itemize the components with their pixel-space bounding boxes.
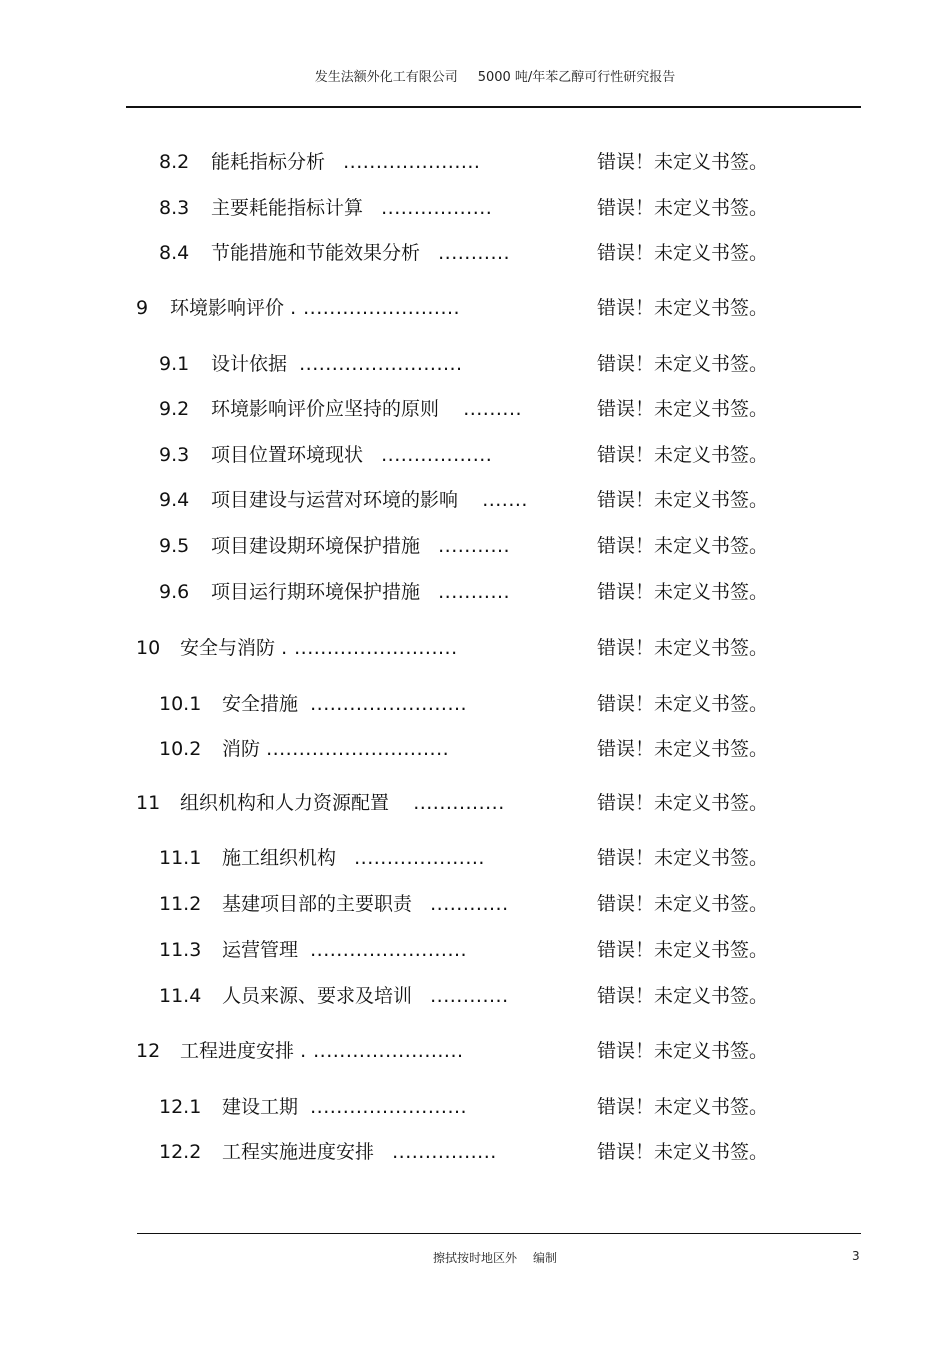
toc-entry-status: 错误！未定义书签。 [597, 1141, 769, 1163]
toc-chapter-title: 安全与消防 . ......................... [180, 637, 458, 659]
toc-entry-number: 10.1 [159, 693, 202, 715]
toc-entry-title: 节能措施和节能效果分析 ........... [211, 242, 511, 264]
toc-entry-title: 项目位置环境现状 ................. [211, 444, 493, 466]
toc-entry-number: 9.1 [159, 353, 190, 375]
page-number: 3 [852, 1249, 860, 1263]
toc-entry[interactable] [0, 735, 950, 763]
toc-entry-status: 错误！未定义书签。 [597, 297, 769, 319]
toc-entry-status: 错误！未定义书签。 [597, 939, 769, 961]
footer-divider [137, 1233, 861, 1234]
toc-entry-title: 设计依据 ......................... [211, 353, 463, 375]
toc-entry-title: 人员来源、要求及培训 ............ [222, 985, 509, 1007]
header-company: 发生法额外化工有限公司 [314, 70, 458, 85]
toc-entry-title: 工程实施进度安排 ................ [222, 1141, 497, 1163]
toc-entry[interactable] [0, 194, 950, 222]
toc-entry-title: 消防 ............................ [222, 738, 450, 760]
toc-entry-number: 9.6 [159, 581, 190, 603]
toc-entry-title: 建设工期 ........................ [222, 1096, 468, 1118]
toc-entry-status: 错误！未定义书签。 [597, 151, 769, 173]
toc-entry-status: 错误！未定义书签。 [597, 242, 769, 264]
toc-entry[interactable] [0, 936, 950, 964]
toc-entry-status: 错误！未定义书签。 [597, 398, 769, 420]
toc-entry[interactable] [0, 690, 950, 718]
toc-entry-number: 9.4 [159, 489, 190, 511]
toc-entry[interactable] [0, 1138, 950, 1166]
toc-entry-title: 运营管理 ........................ [222, 939, 468, 961]
footer-label: 编制 [533, 1251, 558, 1265]
toc-entry-title: 安全措施 ........................ [222, 693, 468, 715]
header-report-title: 5000 吨/年苯乙醇可行性研究报告 [477, 70, 676, 85]
toc-chapter-number: 9 [136, 297, 149, 319]
toc-entry-number: 11.2 [159, 893, 202, 915]
toc-entry-number: 11.3 [159, 939, 202, 961]
toc-entry-number: 9.3 [159, 444, 190, 466]
toc-entry-title: 施工组织机构 .................... [222, 847, 485, 869]
toc-entry-status: 错误！未定义书签。 [597, 1096, 769, 1118]
toc-chapter-number: 12 [136, 1040, 161, 1062]
toc-chapter-number: 10 [136, 637, 161, 659]
footer-author: 擦拭按时地区外 [432, 1251, 517, 1265]
toc-entry[interactable] [0, 890, 950, 918]
toc-entry-status: 错误！未定义书签。 [597, 1040, 769, 1062]
toc-entry-title: 主要耗能指标计算 ................. [211, 197, 493, 219]
toc-entry[interactable] [0, 239, 950, 267]
toc-entry[interactable] [0, 1093, 950, 1121]
toc-entry-number: 10.2 [159, 738, 202, 760]
toc-entry-status: 错误！未定义书签。 [597, 197, 769, 219]
toc-entry[interactable] [0, 441, 950, 469]
toc-entry[interactable] [0, 148, 950, 176]
toc-entry-status: 错误！未定义书签。 [597, 693, 769, 715]
toc-entry-status: 错误！未定义书签。 [597, 738, 769, 760]
toc-entry-status: 错误！未定义书签。 [597, 353, 769, 375]
toc-entry-number: 12.2 [159, 1141, 202, 1163]
toc-chapter-title: 组织机构和人力资源配置 .............. [180, 792, 505, 814]
toc-entry[interactable] [0, 982, 950, 1010]
toc-entry-status: 错误！未定义书签。 [597, 489, 769, 511]
toc-entry-number: 8.3 [159, 197, 190, 219]
toc-entry-status: 错误！未定义书签。 [597, 444, 769, 466]
toc-entry[interactable] [0, 532, 950, 560]
toc-entry-number: 12.1 [159, 1096, 202, 1118]
toc-entry-number: 8.2 [159, 151, 190, 173]
toc-entry-title: 项目建设与运营对环境的影响 ....... [211, 489, 528, 511]
toc-entry-number: 11.4 [159, 985, 202, 1007]
toc-entry-title: 能耗指标分析 ..................... [211, 151, 481, 173]
toc-entry-status: 错误！未定义书签。 [597, 893, 769, 915]
toc-chapter-number: 11 [136, 792, 161, 814]
toc-entry-status: 错误！未定义书签。 [597, 637, 769, 659]
toc-chapter-title: 环境影响评价 . ........................ [170, 297, 461, 319]
toc-chapter[interactable] [0, 1037, 950, 1065]
page-footer [0, 1249, 950, 1266]
toc-entry[interactable] [0, 486, 950, 514]
toc-entry[interactable] [0, 395, 950, 423]
toc-entry-title: 项目运行期环境保护措施 ........... [211, 581, 511, 603]
toc-entry[interactable] [0, 844, 950, 872]
toc-entry-status: 错误！未定义书签。 [597, 581, 769, 603]
toc-chapter[interactable] [0, 789, 950, 817]
toc-entry-status: 错误！未定义书签。 [597, 847, 769, 869]
toc-entry-number: 9.5 [159, 535, 190, 557]
toc-entry[interactable] [0, 578, 950, 606]
toc-entry-number: 11.1 [159, 847, 202, 869]
toc-chapter[interactable] [0, 294, 950, 322]
toc-chapter[interactable] [0, 634, 950, 662]
toc-chapter-title: 工程进度安排 . ....................... [180, 1040, 464, 1062]
toc-entry-status: 错误！未定义书签。 [597, 792, 769, 814]
toc-entry-title: 环境影响评价应坚持的原则 ......... [211, 398, 523, 420]
toc-entry[interactable] [0, 350, 950, 378]
toc-entry-title: 项目建设期环境保护措施 ........... [211, 535, 511, 557]
toc-entry-status: 错误！未定义书签。 [597, 535, 769, 557]
toc-entry-status: 错误！未定义书签。 [597, 985, 769, 1007]
toc-entry-number: 9.2 [159, 398, 190, 420]
toc-entry-number: 8.4 [159, 242, 190, 264]
toc-entry-title: 基建项目部的主要职责 ............ [222, 893, 509, 915]
